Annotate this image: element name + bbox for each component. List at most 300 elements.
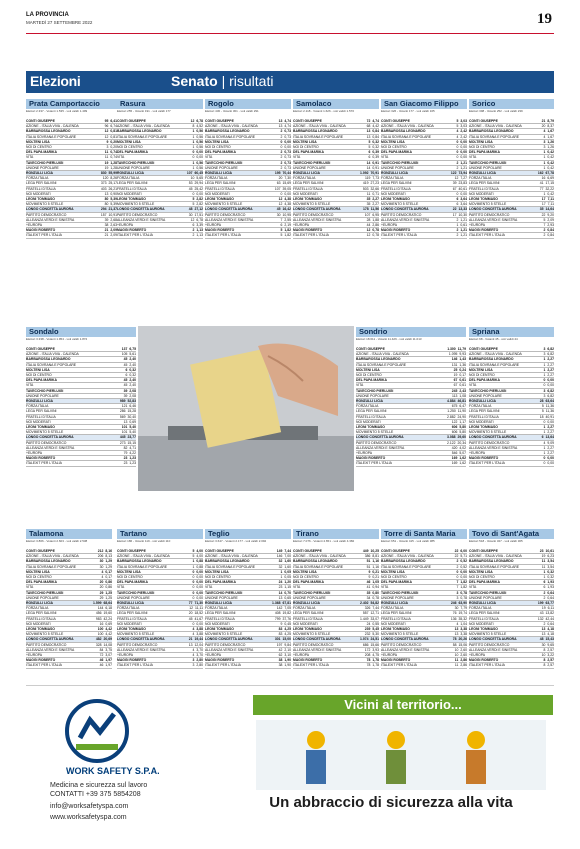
- vote-count: 48: [188, 207, 193, 212]
- vote-percent: 9,93: [459, 352, 466, 357]
- vote-percent: 4,25: [284, 632, 291, 637]
- town-name: Spriana: [472, 327, 500, 336]
- vote-percent: 16,42: [282, 207, 291, 212]
- votes-and-percent: [452, 446, 466, 450]
- candidate-or-list: FORZA ITALIA: [356, 404, 379, 409]
- town-results-table: [26, 540, 112, 684]
- votes-and-percent: [544, 192, 555, 196]
- vote-count: 503: [362, 186, 369, 191]
- candidate-or-list: MOLTENI LISA: [26, 139, 50, 144]
- vote-percent: 5,40: [129, 430, 136, 435]
- vote-count: 2: [543, 233, 546, 238]
- candidate-or-list: ALLEANZA VERDI E SINISTRA: [469, 217, 518, 222]
- candidate-or-list: ITALIA SOVRANA E POPOLARE: [469, 564, 520, 569]
- vote-percent: 0,52: [460, 559, 467, 564]
- vote-percent: 11,90: [457, 409, 466, 414]
- vote-count: 68: [366, 124, 371, 129]
- vote-percent: 1,26: [547, 145, 554, 150]
- vote-percent: 1,60: [284, 564, 291, 569]
- votes-and-percent: [360, 601, 379, 605]
- town-results-table: [469, 540, 554, 684]
- town-turnout: Elettori 430 - Votanti 301 - voti validi 291: [205, 110, 259, 113]
- vote-percent: 0,84: [372, 129, 379, 134]
- votes-and-percent: [101, 213, 117, 217]
- candidate-or-list: FORZA ITALIA: [117, 606, 140, 611]
- vote-count: 1: [456, 223, 459, 228]
- vote-percent: 10,30: [458, 212, 467, 217]
- votes-and-percent: [453, 181, 467, 185]
- vote-count: 2: [192, 233, 195, 238]
- votes-and-percent: [193, 124, 204, 128]
- vote-count: 2: [456, 165, 459, 170]
- vote-count: 17: [452, 212, 457, 217]
- vote-percent: 0,56: [196, 160, 203, 165]
- vote-count: 1: [543, 362, 546, 367]
- votes-and-percent: [365, 648, 379, 652]
- vote-count: 25: [453, 367, 458, 372]
- candidate-or-list: NOI DI CENTRO: [26, 575, 52, 580]
- vote-percent: 27,23: [370, 181, 379, 186]
- votes-and-percent: [105, 150, 117, 154]
- vote-percent: 2,40: [129, 362, 136, 367]
- votes-and-percent: [193, 591, 204, 595]
- vote-percent: 1,97: [105, 663, 112, 668]
- votes-and-percent: [124, 394, 136, 398]
- vote-count: 445: [119, 435, 126, 440]
- vote-percent: 1,26: [547, 139, 554, 144]
- votes-and-percent: [544, 430, 555, 434]
- candidate-or-list: RONZULLI LICIA: [293, 601, 320, 606]
- candidate-or-list: +EUROPA: [469, 653, 486, 658]
- votes-and-percent: [544, 446, 555, 450]
- candidate-or-list: ITALIA SOVRANA E POPOLARE: [381, 134, 432, 139]
- vote-percent: 0,73: [284, 165, 291, 170]
- candidate-or-list: NOI MODERATI: [205, 191, 230, 196]
- votes-and-percent: [367, 591, 379, 595]
- candidate-or-list: MOVIMENTO 5 STELLE: [26, 632, 64, 637]
- candidate-or-list: NOI MODERATI: [26, 419, 51, 424]
- town-results-table: [381, 110, 467, 324]
- votes-and-percent: [124, 451, 136, 455]
- votes-and-percent: [189, 601, 203, 605]
- vote-percent: 2,42: [460, 134, 467, 139]
- candidate-or-list: +EUROPA: [117, 653, 134, 658]
- town-turnout: Elettori 68 - Votanti 45 - voti validi 44: [469, 338, 518, 341]
- vote-percent: 0,24: [459, 367, 466, 372]
- vote-count: 16: [99, 621, 104, 626]
- candidate-or-list: RONZULLI LICIA: [469, 171, 496, 176]
- vote-count: 403: [100, 186, 107, 191]
- votes-and-percent: [279, 591, 291, 595]
- votes-and-percent: [454, 383, 466, 387]
- votes-and-percent: [544, 585, 555, 589]
- votes-and-percent: [544, 145, 555, 149]
- candidate-or-list: VITA: [26, 585, 34, 590]
- vote-percent: 19,44: [194, 637, 203, 642]
- vote-count: 301: [274, 637, 281, 642]
- vote-count: 4: [543, 129, 546, 134]
- table-row: [469, 233, 554, 238]
- vote-count: 0: [543, 456, 546, 461]
- vote-percent: 15,15: [127, 440, 136, 445]
- votes-and-percent: [193, 140, 204, 144]
- vote-percent: 6,78: [196, 119, 203, 123]
- vote-percent: 8,26: [110, 176, 117, 181]
- votes-and-percent: [100, 658, 112, 662]
- vote-count: 13: [278, 595, 283, 600]
- candidate-or-list: TAVECCHIO PIERLUIGI: [205, 590, 243, 595]
- vote-count: 206: [97, 554, 104, 559]
- candidate-or-list: MAGGI ROBERTO: [26, 228, 56, 233]
- votes-and-percent: [453, 637, 467, 641]
- votes-and-percent: [367, 585, 379, 589]
- vote-count: 19: [104, 165, 109, 170]
- town-name: Prata Camportaccio: [29, 99, 100, 108]
- town-name: Talamona: [29, 529, 64, 538]
- candidate-or-list: MAGGI ROBERTO: [381, 658, 411, 663]
- town-results-table: [205, 110, 291, 324]
- votes-and-percent: [452, 425, 466, 429]
- vote-percent: 2,27: [547, 367, 554, 372]
- vote-count: 0: [192, 155, 195, 160]
- vote-count: 43: [539, 611, 544, 616]
- candidate-or-list: MOLTENI LISA: [205, 139, 229, 144]
- votes-and-percent: [363, 207, 379, 211]
- ad-website[interactable]: www.worksafetyspa.com: [50, 814, 127, 821]
- candidate-or-list: MOLTENI LISA: [469, 367, 493, 372]
- votes-and-percent: [455, 606, 467, 610]
- vote-count: 20: [99, 580, 104, 585]
- vote-percent: 0,00: [547, 419, 554, 424]
- vote-count: 21: [104, 233, 109, 238]
- vote-percent: 0,84: [547, 228, 554, 233]
- vote-percent: 7,73: [372, 176, 379, 181]
- votes-and-percent: [277, 181, 291, 185]
- ad-slogan: Un abbraccio di sicurezza alla vita: [269, 794, 513, 811]
- vote-percent: 5,80: [459, 425, 466, 430]
- votes-and-percent: [367, 135, 379, 139]
- vote-percent: 0,00: [460, 155, 467, 160]
- candidate-or-list: NOI DI CENTRO: [381, 575, 407, 580]
- votes-and-percent: [193, 233, 204, 237]
- vote-percent: 0,78: [460, 595, 467, 600]
- vote-percent: 0,56: [196, 145, 203, 150]
- vote-percent: 3,07: [105, 653, 112, 658]
- votes-and-percent: [105, 161, 117, 165]
- vote-count: 44: [366, 223, 371, 228]
- candidate-or-list: BARBAROSSA LEONARDO: [205, 559, 250, 564]
- votes-and-percent: [100, 559, 112, 563]
- table-row: [117, 233, 203, 238]
- votes-and-percent: [281, 161, 292, 165]
- candidate-or-list: MOVIMENTO 5 STELLE: [469, 202, 507, 207]
- votes-and-percent: [542, 606, 554, 610]
- vote-percent: 2,43: [459, 388, 466, 393]
- votes-and-percent: [98, 549, 112, 553]
- candidate-or-list: BARBAROSSA LEONARDO: [26, 129, 71, 134]
- vote-percent: 14,08: [103, 642, 112, 647]
- vote-percent: 0,00: [196, 585, 203, 590]
- vote-count: 22: [452, 207, 457, 212]
- vote-percent: 6,74: [110, 124, 117, 129]
- candidate-or-list: AZIONE - ITALIA VIVA - CALENDA: [117, 124, 170, 129]
- vote-count: 107: [364, 212, 371, 217]
- vote-count: 12: [278, 197, 283, 202]
- vote-percent: 11,36: [545, 404, 554, 409]
- candidate-or-list: BARBAROSSA LEONARDO: [117, 129, 162, 134]
- masthead: [26, 8, 554, 38]
- candidate-or-list: UNIONE POPOLARE: [117, 165, 150, 170]
- candidate-or-list: LEONI TOMMASO: [469, 425, 498, 430]
- vote-percent: 1,21: [460, 228, 467, 233]
- vote-percent: 60,45: [194, 171, 203, 176]
- candidate-or-list: TAVECCHIO PIERLUIGI: [381, 590, 419, 595]
- candidate-or-list: BARBAROSSA LEONARDO: [381, 559, 426, 564]
- votes-and-percent: [457, 197, 468, 201]
- candidate-or-list: NOI DI CENTRO: [26, 145, 52, 150]
- votes-and-percent: [452, 461, 466, 465]
- vote-percent: 5,45: [372, 627, 379, 632]
- town-name: Tirano: [296, 529, 319, 538]
- vote-count: 0: [280, 139, 283, 144]
- votes-and-percent: [360, 637, 379, 641]
- vote-count: 0: [456, 145, 459, 150]
- votes-and-percent: [124, 378, 136, 382]
- vote-count: 3: [543, 388, 546, 393]
- votes-and-percent: [98, 606, 112, 610]
- candidate-or-list: VITA: [26, 383, 34, 388]
- votes-and-percent: [457, 135, 468, 139]
- vote-count: 4: [192, 632, 195, 637]
- candidate-or-list: TAVECCHIO PIERLUIGI: [26, 388, 64, 393]
- vote-count: 1: [280, 575, 283, 580]
- candidate-or-list: VITA: [469, 383, 477, 388]
- votes-and-percent: [281, 223, 292, 227]
- votes-and-percent: [367, 658, 379, 662]
- vote-percent: 5,65: [196, 176, 203, 181]
- candidate-or-list: ITALEXIT PER L'ITALIA: [469, 233, 505, 238]
- candidate-or-list: ITALIA SOVRANA E POPOLARE: [26, 362, 77, 367]
- candidate-or-list: +EUROPA: [293, 653, 310, 658]
- candidate-or-list: CONTI GIUSEPPE: [293, 549, 322, 553]
- votes-and-percent: [279, 596, 291, 600]
- vote-count: 199: [537, 601, 544, 606]
- vote-count: 1: [192, 165, 195, 170]
- vote-percent: 15,69: [282, 181, 291, 186]
- vote-count: 3: [543, 145, 546, 150]
- vote-percent: 0,56: [196, 165, 203, 170]
- vote-count: 17: [541, 202, 546, 207]
- votes-and-percent: [279, 559, 291, 563]
- candidate-or-list: MAGGI ROBERTO: [293, 658, 323, 663]
- vote-percent: 21,37: [108, 207, 117, 212]
- vote-percent: 7,11: [547, 197, 554, 202]
- votes-and-percent: [538, 601, 554, 605]
- vote-percent: 0,00: [460, 191, 467, 196]
- vote-count: 21: [541, 119, 546, 123]
- votes-and-percent: [120, 409, 136, 413]
- town-heading: [293, 99, 379, 109]
- candidate-or-list: MOLTENI LISA: [293, 139, 317, 144]
- vote-count: 6: [125, 367, 128, 372]
- ad-email[interactable]: info@worksafetyspa.com: [50, 803, 129, 810]
- vote-percent: 3,64: [460, 202, 467, 207]
- candidate-or-list: FORZA ITALIA: [381, 606, 404, 611]
- vote-percent: 2,82: [196, 197, 203, 202]
- vote-percent: 1,82: [460, 580, 467, 585]
- vote-percent: 0,78: [372, 233, 379, 238]
- votes-and-percent: [447, 409, 466, 413]
- vote-count: 2: [456, 564, 459, 569]
- town-name: San Giacomo Filippo: [384, 99, 459, 108]
- candidate-or-list: LEGA PER SALVINI: [469, 611, 500, 616]
- vote-count: 9: [368, 569, 371, 574]
- votes-and-percent: [105, 166, 117, 170]
- vote-count: 132: [537, 616, 544, 621]
- vote-percent: 3,93: [372, 647, 379, 652]
- candidate-or-list: NOI DI CENTRO: [117, 145, 143, 150]
- vote-percent: 2,86: [372, 223, 379, 228]
- votes-and-percent: [363, 187, 379, 191]
- vote-percent: 0,86: [105, 580, 112, 585]
- votes-and-percent: [275, 611, 291, 615]
- vote-percent: 54,82: [370, 601, 379, 606]
- vote-count: 172: [364, 647, 371, 652]
- vote-count: 80: [104, 202, 109, 207]
- vote-percent: 1,15: [284, 585, 291, 590]
- town-heading: [293, 529, 379, 539]
- candidate-or-list: UNIONE POPOLARE: [26, 393, 59, 398]
- vote-percent: 1,67: [547, 134, 554, 139]
- candidate-or-list: MAGGI ROBERTO: [117, 658, 147, 663]
- candidate-or-list: +EUROPA: [205, 653, 222, 658]
- ballot-box-illustration: [138, 326, 354, 491]
- advertisement[interactable]: [26, 685, 554, 835]
- vote-percent: 0,00: [196, 575, 203, 580]
- vote-percent: 1,60: [284, 559, 291, 564]
- votes-and-percent: [277, 643, 291, 647]
- vote-percent: 39,05: [282, 186, 291, 191]
- votes-and-percent: [105, 192, 117, 196]
- town-turnout: Elettori 518 - Votanti 327 - voti validi 305: [469, 540, 523, 543]
- candidate-or-list: FORZA ITALIA: [26, 404, 49, 409]
- votes-and-percent: [279, 202, 291, 206]
- vote-percent: 7,00: [284, 554, 291, 559]
- votes-and-percent: [457, 570, 468, 574]
- candidate-or-list: MOLTENI LISA: [381, 569, 405, 574]
- vote-count: 14: [278, 590, 283, 595]
- candidate-or-list: ALLEANZA VERDI E SINISTRA: [205, 217, 254, 222]
- vote-count: 13: [541, 632, 546, 637]
- candidate-or-list: FRATELLI D'ITALIA: [205, 616, 235, 621]
- vote-count: 830: [100, 171, 107, 176]
- vote-count: 557: [362, 611, 369, 616]
- vote-percent: 1,16: [372, 564, 379, 569]
- candidate-or-list: NOI MODERATI: [469, 191, 494, 196]
- votes-and-percent: [367, 223, 379, 227]
- vote-count: 12: [366, 233, 371, 238]
- vote-percent: 73,94: [458, 171, 467, 176]
- candidate-or-list: LEGA PER SALVINI: [381, 611, 412, 616]
- vote-percent: 3,38: [460, 627, 467, 632]
- candidate-or-list: MAGGI ROBERTO: [205, 228, 235, 233]
- vote-percent: 0,64: [547, 590, 554, 595]
- vote-count: 45: [188, 616, 193, 621]
- vote-count: 0: [543, 461, 546, 466]
- vote-count: 6: [280, 223, 283, 228]
- votes-and-percent: [120, 441, 136, 445]
- vote-percent: 42,24: [103, 616, 112, 621]
- page-number: 19: [537, 11, 552, 27]
- vote-percent: 6,95: [372, 212, 379, 217]
- votes-and-percent: [544, 658, 555, 662]
- votes-and-percent: [191, 176, 203, 180]
- vote-count: 77: [539, 186, 544, 191]
- votes-and-percent: [279, 197, 291, 201]
- candidate-or-list: TAVECCHIO PIERLUIGI: [356, 388, 394, 393]
- vote-percent: 9,09: [547, 440, 554, 445]
- ad-tagline: Medicina e sicurezza sul lavoro: [50, 782, 148, 789]
- vote-percent: 6,23: [547, 554, 554, 559]
- vote-percent: 6,82: [547, 352, 554, 357]
- vote-count: 6: [541, 435, 544, 440]
- candidate-or-list: RONZULLI LICIA: [469, 601, 496, 606]
- vote-count: 178: [363, 207, 369, 212]
- candidate-or-list: FRATELLI D'ITALIA: [469, 616, 499, 621]
- votes-and-percent: [544, 394, 555, 398]
- candidate-or-list: NOI MODERATI: [26, 621, 51, 626]
- votes-and-percent: [367, 129, 379, 133]
- vote-count: 0: [192, 580, 195, 585]
- candidate-or-list: LEONI TOMMASO: [469, 627, 498, 632]
- vote-percent: 15,66: [370, 642, 379, 647]
- candidate-or-list: MOLTENI LISA: [117, 139, 141, 144]
- candidate-or-list: NOI DI CENTRO: [205, 145, 231, 150]
- votes-and-percent: [453, 611, 467, 615]
- vote-count: 286: [119, 409, 126, 414]
- votes-and-percent: [275, 187, 291, 191]
- votes-and-percent: [120, 399, 136, 403]
- vote-percent: 0,00: [547, 461, 554, 466]
- vote-percent: 0,21: [372, 575, 379, 580]
- vote-count: 46: [99, 663, 104, 668]
- votes-and-percent: [281, 192, 292, 196]
- table-row: [205, 233, 291, 238]
- candidate-or-list: LEONI TOMMASO: [469, 197, 498, 202]
- votes-and-percent: [96, 637, 112, 641]
- votes-and-percent: [105, 223, 117, 227]
- candidate-or-list: MAGGI ROBERTO: [381, 228, 411, 233]
- candidate-or-list: MOLTENI LISA: [356, 367, 380, 372]
- vote-percent: 23,77: [127, 435, 136, 440]
- candidate-or-list: NOI MODERATI: [469, 621, 494, 626]
- town-results-table: [293, 110, 379, 324]
- ad-phone[interactable]: CONTATTI +39 375 5854208: [50, 791, 141, 798]
- candidate-or-list: AZIONE - ITALIA VIVA - CALENDA: [356, 352, 409, 357]
- candidate-or-list: UNIONE POPOLARE: [381, 165, 414, 170]
- votes-and-percent: [455, 549, 467, 553]
- vote-count: 35: [539, 207, 544, 212]
- vote-percent: 10,95: [282, 212, 291, 217]
- vote-count: 22: [541, 212, 546, 217]
- town-name: Sondalo: [29, 327, 59, 336]
- vote-count: 420: [451, 445, 458, 450]
- candidate-or-list: VITA: [117, 155, 125, 160]
- vote-count: 78: [366, 658, 371, 663]
- vote-percent: 5,40: [129, 425, 136, 430]
- vote-count: 6: [368, 155, 371, 160]
- vote-count: 35: [366, 197, 371, 202]
